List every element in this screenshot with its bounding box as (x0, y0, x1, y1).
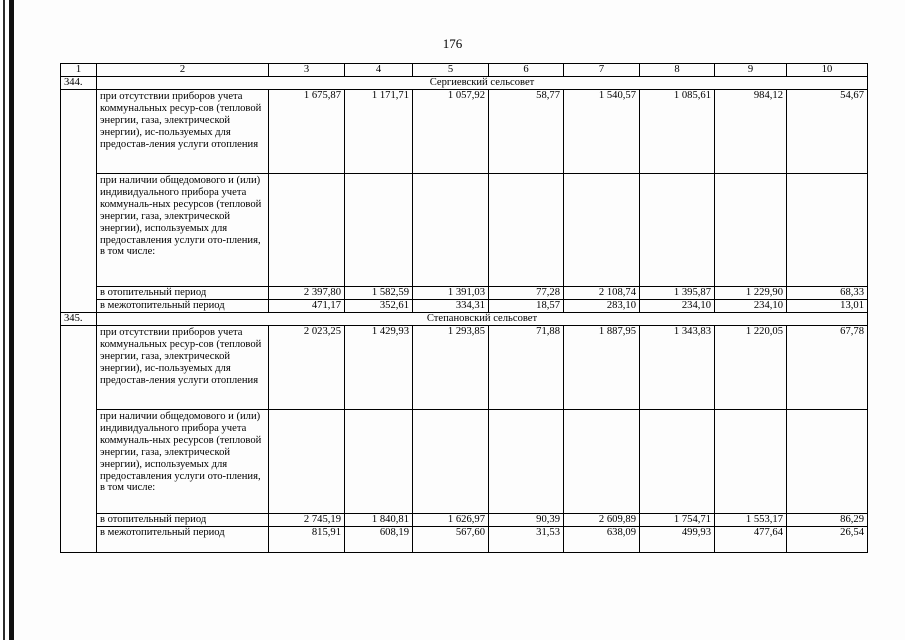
value-cell: 77,28 (489, 287, 564, 300)
value-cell: 2 023,25 (269, 326, 345, 410)
row-label: в отопительный период (97, 287, 269, 300)
column-header: 7 (564, 64, 640, 77)
value-cell (640, 410, 715, 514)
section-number-cell (61, 326, 97, 553)
value-cell: 18,57 (489, 300, 564, 313)
section-number: 345. (61, 313, 97, 326)
value-cell: 1 293,85 (413, 326, 489, 410)
value-cell: 2 609,89 (564, 514, 640, 527)
table-row (61, 90, 868, 174)
value-cell: 86,29 (787, 514, 868, 527)
value-cell (413, 410, 489, 514)
value-cell (269, 410, 345, 514)
value-cell (345, 410, 413, 514)
value-cell: 26,54 (787, 527, 868, 553)
value-cell (564, 410, 640, 514)
value-cell: 352,61 (345, 300, 413, 313)
tariff-table (60, 63, 868, 553)
value-cell: 1 343,83 (640, 326, 715, 410)
value-cell: 815,91 (269, 527, 345, 553)
column-header: 8 (640, 64, 715, 77)
value-cell: 608,19 (345, 527, 413, 553)
column-header: 4 (345, 64, 413, 77)
page-number: 176 (442, 36, 463, 51)
value-cell: 1 057,92 (413, 90, 489, 174)
value-cell: 1 540,57 (564, 90, 640, 174)
section-number-cell (61, 90, 97, 313)
value-cell (564, 174, 640, 287)
value-cell: 499,93 (640, 527, 715, 553)
value-cell: 2 108,74 (564, 287, 640, 300)
value-cell: 1 429,93 (345, 326, 413, 410)
value-cell: 2 397,80 (269, 287, 345, 300)
value-cell: 13,01 (787, 300, 868, 313)
table-row (61, 410, 868, 514)
value-cell: 1 220,05 (715, 326, 787, 410)
table-row (61, 174, 868, 287)
value-cell: 31,53 (489, 527, 564, 553)
column-header: 6 (489, 64, 564, 77)
value-cell: 54,67 (787, 90, 868, 174)
row-label: при отсутствии приборов учета коммунальных ресур-сов (тепловой энергии, газа, электрической энергии), ис-пользуемых для предостав-ления услуги отопления (97, 90, 269, 174)
section-row (61, 77, 868, 90)
column-header: 1 (61, 64, 97, 77)
header-row (61, 64, 868, 77)
value-cell: 283,10 (564, 300, 640, 313)
value-cell: 1 626,97 (413, 514, 489, 527)
value-cell: 67,78 (787, 326, 868, 410)
column-header: 2 (97, 64, 269, 77)
value-cell (345, 174, 413, 287)
value-cell (787, 174, 868, 287)
value-cell (715, 410, 787, 514)
value-cell: 1 553,17 (715, 514, 787, 527)
value-cell: 71,88 (489, 326, 564, 410)
row-label: в отопительный период (97, 514, 269, 527)
section-title: Сергиевский сельсовет (97, 77, 868, 90)
value-cell: 1 887,95 (564, 326, 640, 410)
value-cell: 1 395,87 (640, 287, 715, 300)
column-header: 3 (269, 64, 345, 77)
value-cell: 334,31 (413, 300, 489, 313)
table-row (61, 300, 868, 313)
binding-shadow (9, 0, 14, 640)
value-cell: 567,60 (413, 527, 489, 553)
table-row (61, 527, 868, 553)
value-cell (715, 174, 787, 287)
value-cell: 1 391,03 (413, 287, 489, 300)
row-label: при наличии общедомового и (или) индивидуального прибора учета коммуналь-ных ресурсов (тепловой энергии, газа, электрической энергии), используемых для предоставления услуги ото-пления, в том числе: (97, 410, 269, 514)
value-cell: 1 754,71 (640, 514, 715, 527)
row-label: при отсутствии приборов учета коммунальных ресур-сов (тепловой энергии, газа, электрической энергии), ис-пользуемых для предостав-ления услуги отопления (97, 326, 269, 410)
row-label: в межотопительный период (97, 527, 269, 553)
value-cell: 68,33 (787, 287, 868, 300)
value-cell (413, 174, 489, 287)
value-cell: 58,77 (489, 90, 564, 174)
binding-edge (3, 0, 5, 640)
value-cell: 1 229,90 (715, 287, 787, 300)
column-header: 5 (413, 64, 489, 77)
table-row (61, 326, 868, 410)
value-cell: 471,17 (269, 300, 345, 313)
value-cell (489, 174, 564, 287)
column-header: 9 (715, 64, 787, 77)
value-cell: 1 171,71 (345, 90, 413, 174)
value-cell (640, 174, 715, 287)
value-cell: 477,64 (715, 527, 787, 553)
value-cell (787, 410, 868, 514)
value-cell: 2 745,19 (269, 514, 345, 527)
table-row (61, 514, 868, 527)
value-cell: 234,10 (640, 300, 715, 313)
value-cell: 1 840,81 (345, 514, 413, 527)
section-title: Степановский сельсовет (97, 313, 868, 326)
column-header: 10 (787, 64, 868, 77)
row-label: в межотопительный период (97, 300, 269, 313)
value-cell: 984,12 (715, 90, 787, 174)
table-row (61, 287, 868, 300)
section-row (61, 313, 868, 326)
value-cell: 638,09 (564, 527, 640, 553)
value-cell: 234,10 (715, 300, 787, 313)
value-cell (489, 410, 564, 514)
value-cell: 90,39 (489, 514, 564, 527)
value-cell: 1 675,87 (269, 90, 345, 174)
value-cell: 1 085,61 (640, 90, 715, 174)
value-cell: 1 582,59 (345, 287, 413, 300)
section-number: 344. (61, 77, 97, 90)
row-label: при наличии общедомового и (или) индивидуального прибора учета коммуналь-ных ресурсов (тепловой энергии, газа, электрической энергии), используемых для предоставления услуги ото-пления, в том числе: (97, 174, 269, 287)
value-cell (269, 174, 345, 287)
